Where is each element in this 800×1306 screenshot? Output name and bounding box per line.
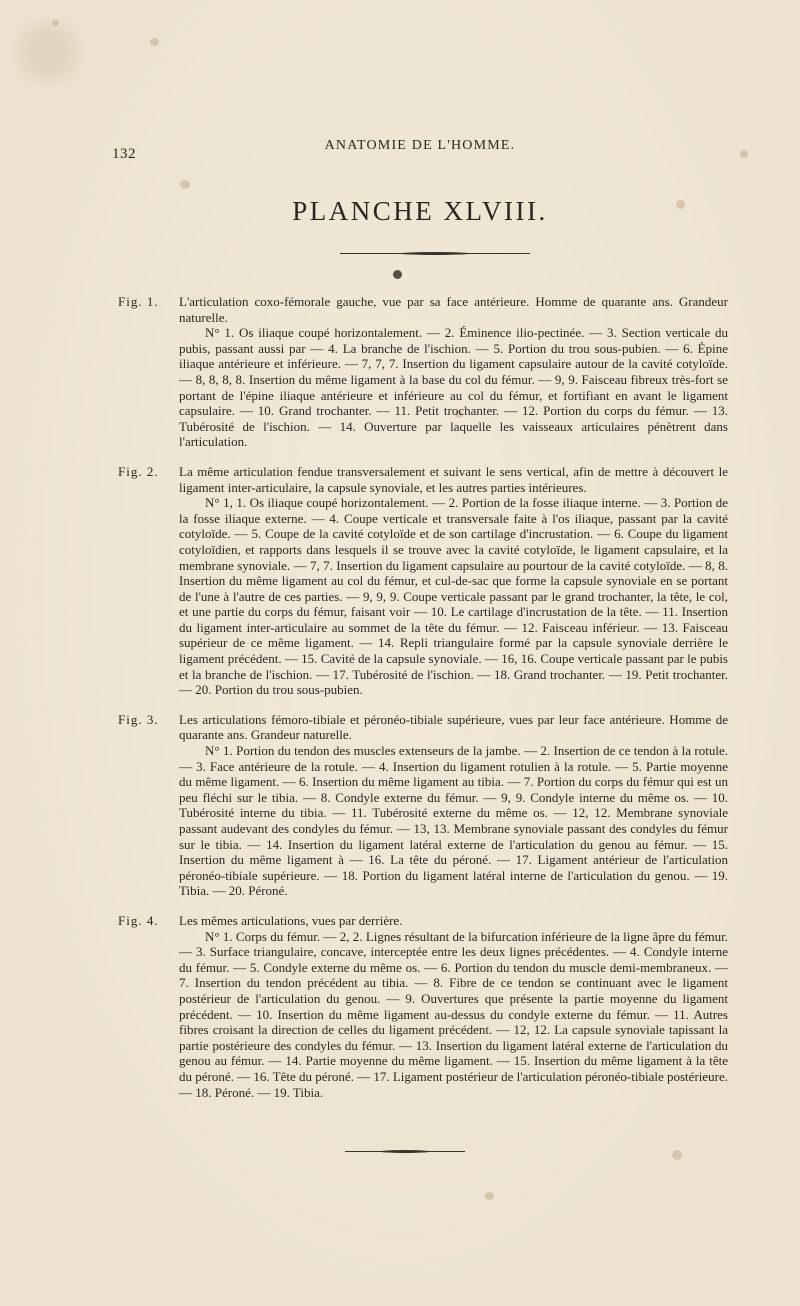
figure-description: Les articulations fémoro-tibiale et péronéo-tibiale supérieure, vues par leur face antérieure. Homme de quarante ans. Grandeur naturelle. bbox=[179, 711, 728, 743]
figure-legend-3 bbox=[0, 712, 800, 899]
ornamental-rule-bottom bbox=[345, 1150, 465, 1153]
figure-legend-1 bbox=[0, 294, 800, 450]
figure-label: Fig. 2. bbox=[118, 463, 159, 479]
paper-stain bbox=[672, 1150, 682, 1160]
figure-description: L'articulation coxo-fémorale gauche, vue par sa face antérieure. Homme de quarante ans. Grandeur naturelle. bbox=[179, 294, 728, 325]
page-number: 132 bbox=[112, 146, 136, 162]
figure-items: N° 1, 1. Os iliaque coupé horizontalement. — 2. Portion de la fosse iliaque interne. — 3. Portion de la fosse iliaque externe. — 4. Coupe verticale et transversale faite à l'os iliaque, passant par la cavité cotyloïde. — 5. Coupe de la cavité cotyloïde et de son cartilage d'incrustation. — 6. Coupe du ligament cotyloïdien, et rapports dans lesquels il se trouve avec la cavité cotyloïde, le ligament capsulaire, et la membrane synoviale. — 7, 7. Insertion du ligament capsulaire au pourtour de la cavité cotyloïde. — 8, 8. Insertion du même ligament au col du fémur, et cul-de-sac que forme la capsule synoviale en se portant de l'une à l'autre de ces parties. — 9, 9, 9. Coupe verticale passant par le grand trochanter, la tête, le col, et une partie du corps du fémur, faisant voir — 10. Le cartilage d'incrustation de la tête. — 11. Insertion du ligament inter-articulaire au sommet de la tête du fémur. — 12. Faisceau inférieur. — 13. Faisceau supérieur de ce même ligament. — 14. Repli triangulaire formé par la capsule synoviale derrière le ligament précédent. — 15. Cavité de la capsule synoviale. — 16, 16. Coupe verticale passant par le pubis et la branche de l'ischion. — 17. Tubérosité de l'ischion. — 18. Grand trochanter. — 19. Petit trochanter. — 20. Portion du trou sous-pubien. bbox=[179, 495, 728, 698]
running-title: ANATOMIE DE L'HOMME. bbox=[324, 138, 516, 153]
figure-legend-4 bbox=[0, 913, 800, 1100]
figure-legends bbox=[0, 294, 800, 1114]
figure-items: N° 1. Corps du fémur. — 2, 2. Lignes résultant de la bifurcation inférieure de la ligne âpre du fémur. — 3. Surface triangulaire, concave, interceptée entre les deux lignes précédentes. — 4. Condyle interne du fémur. — 5. Condyle externe du même os. — 6. Portion du tendon du muscle demi-membraneux. — 7. Insertion du tendon précédent au tibia. — 8. Fibre de ce tendon se continuant avec le ligament postérieur de l'articulation du genou. — 9. Ouvertures que présente la partie moyenne du ligament précédent. — 10. Insertion du même ligament au-dessus du condyle externe du fémur. — 11. Autres fibres croisant la direction de celles du ligament précédent. — 12, 12. La capsule synoviale tapissant la partie postérieure des condyles du fémur. — 13. Insertion du ligament latéral externe de l'articulation du genou au fémur. — 14. Partie moyenne du même ligament. — 15. Insertion du même ligament à la tête du péroné. — 16. Tête du péroné. — 17. Ligament postérieur de l'articulation péronéo-tibiale postérieure. — 18. Péroné. — 19. Tibia. bbox=[179, 928, 729, 1100]
figure-description: La même articulation fendue transversalement et suivant le sens vertical, afin de mettre à découvert le ligament inter-articulaire, la capsule synoviale, et les autres parties intérieures. bbox=[179, 463, 728, 495]
figure-label: Fig. 3. bbox=[118, 711, 159, 727]
figure-description: Les mêmes articulations, vues par derrière. bbox=[179, 912, 403, 928]
ornamental-rule bbox=[340, 252, 530, 255]
running-head bbox=[0, 138, 800, 162]
paper-stain bbox=[180, 180, 190, 189]
paper-stain bbox=[52, 20, 59, 26]
paper-stain bbox=[150, 38, 159, 46]
plate-title: PLANCHE XLVIII. bbox=[292, 196, 548, 226]
ornament-dot bbox=[393, 270, 402, 279]
figure-items: N° 1. Os iliaque coupé horizontalement. — 2. Éminence ilio-pectinée. — 3. Section verticale du pubis, passant aussi par — 4. La branche de l'ischion. — 5. Portion du trou sous-pubien. — 6. Épine iliaque antérieure et inférieure. — 7, 7, 7. Insertion du ligament capsulaire autour de la cavité cotyloïde. — 8, 8, 8, 8. Insertion du même ligament à la base du col du fémur. — 9, 9. Faisceau fibreux très-fort se portant de l'épine iliaque antérieure et inférieure au col du fémur, et fortifiant en avant le ligament capsulaire. — 10. Grand trochanter. — 11. Petit trochanter. — 12. Portion du corps du fémur. — 13. Tubérosité de l'ischion. — 14. Ouverture par laquelle les vaisseaux articulaires pénètrent dans l'articulation. bbox=[179, 325, 728, 450]
paper-stain bbox=[485, 1192, 494, 1200]
figure-label: Fig. 1. bbox=[118, 294, 159, 309]
figure-items: N° 1. Portion du tendon des muscles extenseurs de la jambe. — 2. Insertion de ce tendon à la rotule. — 3. Face antérieure de la rotule. — 4. Insertion du ligament rotulien à la rotule. — 5. Partie moyenne du même ligament. — 6. Insertion du même ligament au tibia. — 7. Portion du corps du fémur qui est un peu fléchi sur le tibia. — 8. Condyle externe du fémur. — 9, 9. Condyle interne du même os. — 10. Tubérosité interne du tibia. — 11. Tubérosité externe du même os. — 12, 12. Membrane synoviale passant audevant des condyles du fémur. — 13, 13. Membrane synoviale passant des condyles du fémur sur le tibia. — 14. Insertion du ligament latéral externe de l'articulation du genou au fémur. — 15. Insertion du même ligament à — 16. La tête du péroné. — 17. Ligament antérieur de l'articulation péronéo-tibiale supérieure. — 18. Portion du ligament latéral interne de l'articulation du genou. — 19. Tibia. — 20. Péroné. bbox=[179, 743, 728, 899]
figure-label: Fig. 4. bbox=[118, 912, 159, 928]
figure-legend-2 bbox=[0, 464, 800, 698]
